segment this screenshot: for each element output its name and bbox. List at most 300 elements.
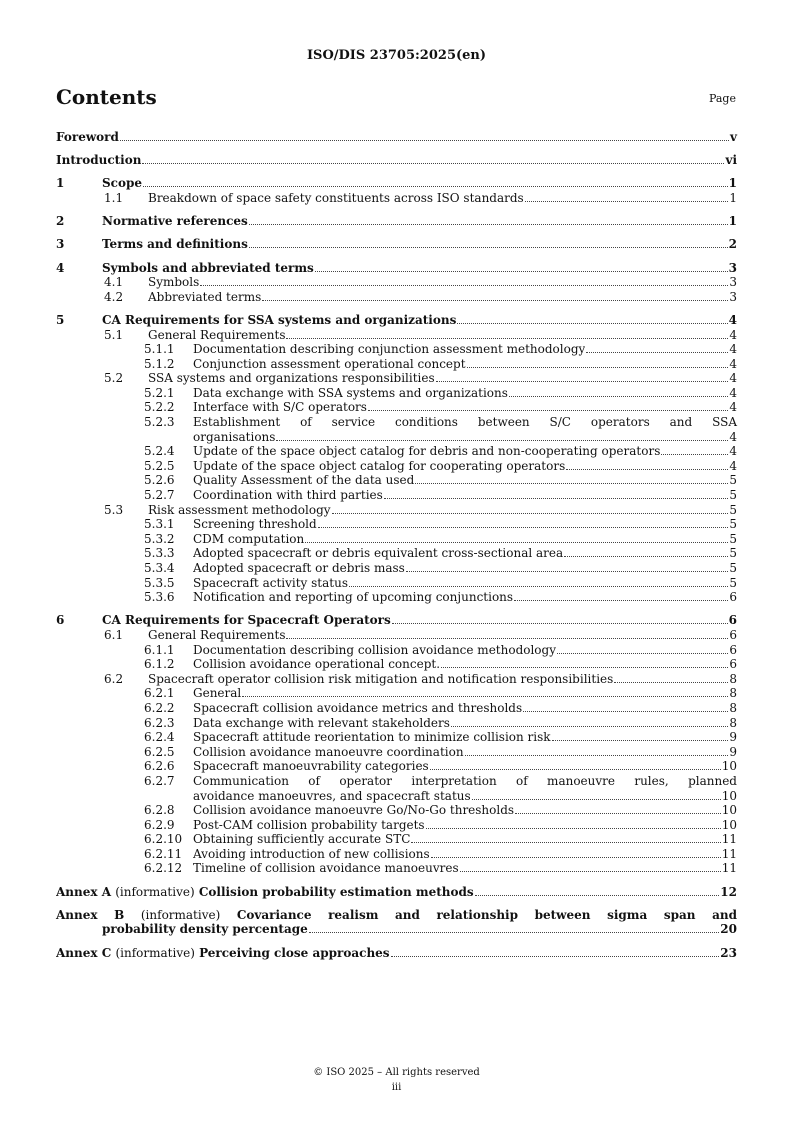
dot-leader: [426, 818, 721, 829]
dot-leader: [262, 290, 728, 301]
toc-entry-title-wrap: [193, 400, 367, 415]
dot-leader: [525, 191, 729, 202]
toc-entry-number: 5.2.4: [144, 444, 175, 459]
toc-entry[interactable]: [56, 561, 737, 576]
toc-entry-title: Conjunction assessment operational concept: [193, 356, 466, 371]
dot-leader: [557, 643, 728, 654]
toc-entry-title-wrap: [193, 730, 551, 745]
toc-page-number: 8: [729, 715, 737, 730]
toc-entry-title: Symbols: [148, 275, 200, 290]
toc-entry-line: [56, 701, 737, 716]
toc-entry[interactable]: [56, 532, 737, 547]
toc-entry-title: Quality Assessment of the data used: [193, 473, 415, 488]
toc-entry-title: Adopted spacecraft or debris equivalent cross-sectional area: [193, 546, 564, 561]
toc-entry[interactable]: [56, 473, 737, 488]
toc-entry-line: [56, 803, 737, 818]
toc-entry-title: Post-CAM collision probability targets: [193, 817, 425, 832]
dot-leader: [436, 371, 729, 382]
dot-leader: [286, 328, 728, 339]
toc-entry-number: 4.1: [104, 275, 124, 290]
toc-entry-title-continued: avoidance manoeuvres, and spacecraft status: [193, 788, 471, 803]
toc-page-number: 4: [729, 327, 737, 342]
toc-entry[interactable]: [56, 357, 737, 372]
toc-page-number: 1: [728, 176, 737, 191]
dot-leader: [472, 789, 721, 800]
toc-entry[interactable]: [56, 328, 737, 343]
toc-entry-title-continued: probability density percentage: [102, 922, 308, 937]
toc-entry[interactable]: [56, 313, 737, 328]
toc-page-number: 6: [729, 590, 737, 605]
toc-entry[interactable]: [56, 716, 737, 731]
toc-entry-number: 6.2.9: [144, 817, 175, 832]
toc-entry-line: [56, 237, 737, 252]
toc-entry-title: Perceiving close approaches: [199, 945, 390, 960]
toc-entry-number: 5: [56, 312, 65, 327]
toc-entry[interactable]: [56, 444, 737, 459]
toc-page-number: 10: [721, 788, 737, 803]
toc-entry-title: Collision avoidance operational concept.: [193, 657, 441, 672]
toc-entry-line: [56, 759, 737, 774]
toc-page-number: 20: [720, 922, 737, 937]
toc-entry-number: 6.2.2: [144, 700, 175, 715]
contents-title: Contents: [56, 85, 157, 109]
toc-entry-title: Terms and definitions: [102, 237, 248, 252]
toc-entry-number: 5.3.5: [144, 575, 175, 590]
dot-leader: [305, 532, 728, 543]
toc-page-number: 8: [729, 671, 737, 686]
toc-entry-line: [56, 313, 737, 328]
annex-note: (informative): [115, 884, 195, 899]
toc-entry-title-continued: organisations: [193, 429, 276, 444]
dot-leader: [460, 861, 721, 872]
toc-entry-title: Notification and reporting of upcoming conjunctions: [193, 590, 514, 605]
toc-page-number: 5: [729, 488, 737, 503]
dot-leader: [315, 261, 728, 272]
toc-entry-line: [56, 290, 737, 305]
toc-entry-line: [56, 561, 737, 576]
dot-leader: [242, 686, 728, 697]
toc-entry-title-wrap: [193, 576, 348, 591]
toc-entry-title-wrap: [102, 214, 248, 229]
toc-entry-title-wrap: [102, 313, 456, 328]
toc-entry[interactable]: [56, 371, 737, 386]
toc-entry-title: Adopted spacecraft or debris mass: [193, 561, 405, 575]
toc-entry-line: [56, 847, 737, 862]
dot-leader: [406, 561, 729, 572]
toc-page-number: 9: [729, 730, 737, 745]
dot-leader: [309, 922, 720, 933]
toc-entry-line: [56, 400, 737, 415]
toc-entry-line: [56, 459, 737, 474]
dot-leader: [509, 386, 728, 397]
toc-entry[interactable]: [56, 400, 737, 415]
toc-page-number: 4: [729, 444, 737, 459]
toc-page-number: 5: [729, 561, 737, 575]
toc-entry-line: [56, 657, 737, 672]
toc-entry-line: [56, 774, 737, 803]
table-of-contents: [56, 130, 737, 960]
dot-leader: [143, 176, 728, 187]
toc-entry-title-line: [56, 908, 737, 923]
toc-entry[interactable]: [56, 153, 737, 168]
toc-entry-title-wrap: [148, 328, 285, 343]
toc-entry-title: Spacecraft activity status: [193, 575, 348, 590]
dot-leader: [200, 275, 728, 286]
toc-entry-title: Collision probability estimation methods: [198, 884, 474, 899]
dot-leader: [431, 847, 721, 858]
toc-entry-title-wrap: [102, 237, 248, 252]
toc-entry-title: Normative references: [102, 214, 248, 229]
toc-entry-title-wrap: [148, 628, 285, 643]
toc-entry-title: Risk assessment methodology: [148, 502, 331, 517]
toc-page-number: 4: [729, 458, 737, 473]
toc-entry[interactable]: [56, 885, 737, 900]
dot-leader: [392, 613, 728, 624]
toc-entry[interactable]: [56, 730, 737, 745]
toc-page-number: 11: [721, 861, 737, 876]
toc-page-number: 11: [721, 846, 737, 861]
toc-entry-number: 6.2.5: [144, 744, 175, 759]
toc-page-number: 5: [729, 546, 737, 561]
toc-entry-line: [56, 885, 737, 900]
annex-note: (informative): [115, 945, 195, 960]
toc-entry-number: 4.2: [104, 289, 124, 304]
toc-entry-number: 6.2.6: [144, 759, 175, 774]
dot-leader: [384, 488, 729, 499]
toc-entry-title: Introduction: [56, 153, 142, 168]
toc-entry-title: Timeline of collision avoidance manoeuvres: [193, 861, 459, 876]
toc-page-number: 9: [729, 744, 737, 759]
toc-entry[interactable]: [56, 517, 737, 532]
toc-entry[interactable]: [56, 832, 737, 847]
toc-entry[interactable]: [56, 191, 737, 206]
dot-leader: [614, 672, 728, 683]
toc-entry-number: 5.2.6: [144, 473, 175, 488]
toc-entry-number: 5.3.3: [144, 546, 175, 561]
toc-entry[interactable]: [56, 261, 737, 276]
toc-entry-title: CA Requirements for Spacecraft Operators: [102, 613, 391, 628]
toc-page-number: 1: [729, 190, 737, 205]
toc-entry-title-wrap: [102, 261, 314, 276]
toc-entry-title-wrap: [193, 473, 414, 488]
toc-entry-line: [56, 546, 737, 561]
dot-leader: [286, 628, 728, 639]
toc-entry-number: 5.1: [104, 327, 124, 342]
toc-entry-title-wrap: [193, 686, 241, 701]
toc-entry-number: 5.2.7: [144, 488, 175, 503]
toc-entry-number: 6.1.1: [144, 642, 175, 657]
toc-entry-title-wrap: [193, 488, 383, 503]
dot-leader: [368, 400, 728, 411]
toc-entry[interactable]: [56, 643, 737, 658]
toc-entry-number: 5.1.1: [144, 342, 175, 357]
toc-entry-number: 5.2.3: [144, 415, 175, 430]
toc-entry-number: 6.1.2: [144, 657, 175, 672]
toc-entry-title: Establishment of service conditions between S/C operators and SSA: [193, 415, 737, 430]
toc-entry[interactable]: [56, 459, 737, 474]
toc-entry-line: [56, 176, 737, 191]
dot-leader: [441, 657, 728, 668]
toc-entry-line: [56, 686, 737, 701]
toc-entry[interactable]: [56, 415, 737, 444]
toc-page-number: 4: [728, 312, 737, 327]
toc-entry-title-wrap: [193, 459, 565, 474]
toc-entry-number: 3: [56, 237, 65, 252]
toc-page-number: v: [730, 130, 737, 144]
dot-leader: [661, 444, 728, 455]
toc-entry-number: 5.3.6: [144, 590, 175, 605]
dot-leader: [451, 716, 728, 727]
toc-entry-title: Avoiding introduction of new collisions: [193, 846, 430, 861]
dot-leader: [415, 473, 728, 484]
toc-entry[interactable]: [56, 861, 737, 876]
page-number: iii: [391, 1082, 402, 1093]
dot-leader: [142, 153, 724, 164]
toc-entry-title-line: [193, 774, 737, 789]
toc-entry-title-wrap: [193, 701, 522, 716]
dot-leader: [249, 214, 728, 225]
toc-entry-title-wrap: [193, 861, 459, 876]
toc-entry-line: [56, 517, 737, 532]
toc-entry-line: [56, 532, 737, 547]
toc-page-number: 3: [728, 260, 737, 275]
toc-entry-title-wrap: [193, 444, 660, 459]
toc-page-number: 12: [720, 884, 737, 899]
annex-label: Annex A: [56, 884, 112, 899]
toc-entry-title: Breakdown of space safety constituents across ISO standards: [148, 190, 524, 205]
toc-entry-number: 6.2.7: [144, 773, 175, 788]
dot-leader: [467, 357, 729, 368]
toc-entry[interactable]: [56, 657, 737, 672]
toc-entry-line: [56, 590, 737, 605]
toc-page-number: 4: [729, 400, 737, 415]
toc-entry-title: Spacecraft collision avoidance metrics and thresholds: [193, 700, 523, 715]
toc-entry-title: Collision avoidance manoeuvre coordination: [193, 744, 464, 759]
toc-entry-title-wrap: [193, 643, 556, 658]
toc-entry-title: Data exchange with SSA systems and organizations: [193, 385, 508, 400]
toc-entry-title-wrap: [193, 357, 466, 372]
toc-entry-line: [56, 261, 737, 276]
toc-entry-title-wrap: [193, 342, 585, 357]
toc-entry-title-line: [193, 415, 737, 430]
toc-entry-title-wrap: [193, 716, 450, 731]
toc-page-number: 3: [729, 289, 737, 304]
toc-entry[interactable]: [56, 759, 737, 774]
toc-entry-number: 6.2.3: [144, 715, 175, 730]
toc-entry[interactable]: [56, 847, 737, 862]
toc-entry[interactable]: [56, 290, 737, 305]
toc-entry-title-line: [193, 789, 737, 804]
toc-entry[interactable]: [56, 908, 737, 937]
toc-entry-number: 1: [56, 176, 65, 191]
toc-entry[interactable]: [56, 774, 737, 803]
toc-entry[interactable]: [56, 237, 737, 252]
toc-entry-number: 4: [56, 260, 65, 275]
toc-entry-title: Interface with S/C operators: [193, 400, 367, 415]
toc-entry[interactable]: [56, 613, 737, 628]
toc-entry-line: [56, 328, 737, 343]
toc-entry-number: 6.2.10: [144, 832, 183, 847]
toc-entry-number: 5.3.2: [144, 531, 175, 546]
toc-entry-title-wrap: [148, 371, 435, 386]
toc-entry[interactable]: [56, 386, 737, 401]
toc-entry-number: 6: [56, 613, 65, 628]
toc-page-number: 10: [721, 759, 737, 774]
toc-entry[interactable]: [56, 576, 737, 591]
toc-entry-title: Documentation describing collision avoidance methodology: [193, 642, 556, 657]
dot-leader: [430, 759, 721, 770]
toc-entry-line: [56, 473, 737, 488]
toc-entry[interactable]: [56, 686, 737, 701]
toc-page-number: 4: [729, 356, 737, 371]
toc-entry-title: General: [193, 686, 242, 701]
toc-entry-title: Symbols and abbreviated terms: [102, 260, 314, 275]
dot-leader: [411, 832, 720, 843]
toc-page-number: 1: [728, 214, 737, 229]
toc-page-number: 6: [728, 613, 737, 628]
toc-entry-title: Data exchange with relevant stakeholders: [193, 715, 450, 730]
dot-leader: [566, 459, 728, 470]
toc-entry-line: [56, 576, 737, 591]
toc-entry-number: 2: [56, 214, 65, 229]
toc-entry-title: Communication of operator interpretation of manoeuvre rules, planned: [193, 773, 737, 788]
toc-entry-number: 6.2.1: [144, 686, 175, 701]
toc-entry-number: 6.2: [104, 671, 124, 686]
dot-leader: [120, 130, 729, 141]
toc-entry[interactable]: [56, 672, 737, 687]
toc-entry-title-wrap: [102, 613, 391, 628]
toc-entry-line: [56, 643, 737, 658]
toc-entry-line: [56, 275, 737, 290]
toc-entry-line: [56, 503, 737, 518]
toc-entry-title: Screening threshold: [193, 517, 317, 532]
dot-leader: [457, 313, 727, 324]
toc-page-number: 2: [728, 237, 737, 252]
toc-entry-title: Update of the space object catalog for cooperating operators: [193, 458, 566, 473]
toc-entry-title-wrap: [193, 386, 508, 401]
toc-entry[interactable]: [56, 546, 737, 561]
annex-note: (informative): [140, 907, 221, 922]
toc-page-number: 8: [729, 686, 737, 701]
toc-page-number: 4: [729, 429, 737, 444]
toc-page-number: 6: [729, 627, 737, 642]
toc-entry-title: Spacecraft manoeuvrability categories: [193, 759, 429, 774]
toc-entry-title-block: [56, 908, 737, 937]
toc-page-number: 5: [729, 473, 737, 488]
toc-entry-title: General Requirements: [148, 627, 286, 642]
toc-entry[interactable]: [56, 946, 737, 961]
toc-entry[interactable]: [56, 130, 737, 145]
toc-entry-title: Spacecraft operator collision risk mitigation and notification responsibilities: [148, 671, 614, 686]
toc-entry-line: [56, 371, 737, 386]
toc-entry-number: 5.3.1: [144, 517, 175, 532]
toc-entry-line: [56, 386, 737, 401]
toc-entry[interactable]: [56, 214, 737, 229]
toc-entry-line: [56, 488, 737, 503]
toc-entry-line: [56, 357, 737, 372]
toc-page-number: 4: [729, 371, 737, 386]
toc-entry-line: [56, 716, 737, 731]
toc-entry-number: 6.1: [104, 627, 124, 642]
toc-entry-title-line: [193, 430, 737, 445]
document-header: ISO/DIS 23705:2025(en): [306, 48, 487, 63]
toc-entry[interactable]: [56, 176, 737, 191]
dot-leader: [349, 576, 728, 587]
toc-page-number: 4: [729, 342, 737, 357]
toc-page-number: 5: [729, 531, 737, 546]
toc-entry-line: [56, 946, 737, 961]
toc-entry[interactable]: [56, 342, 737, 357]
toc-entry-title: Documentation describing conjunction assessment methodology: [193, 342, 586, 357]
toc-entry-title-wrap: [193, 759, 429, 774]
dot-leader: [515, 803, 721, 814]
toc-entry-title: Scope: [102, 176, 143, 191]
toc-entry-line: [56, 613, 737, 628]
toc-entry[interactable]: [56, 628, 737, 643]
toc-entry-title: Covariance realism and relationship between sigma span and: [236, 907, 737, 922]
toc-entry[interactable]: [56, 803, 737, 818]
toc-entry-title-wrap: [193, 532, 304, 547]
toc-entry-title: Obtaining sufficiently accurate STC: [193, 832, 411, 847]
toc-entry-title-wrap: [193, 657, 440, 672]
toc-entry-title-wrap: [56, 885, 474, 900]
dot-leader: [332, 503, 729, 514]
dot-leader: [391, 946, 720, 957]
toc-entry-title-wrap: [148, 275, 199, 290]
toc-entry[interactable]: [56, 818, 737, 833]
toc-entry[interactable]: [56, 488, 737, 503]
toc-entry-title-wrap: [193, 803, 514, 818]
toc-entry-title-wrap: [148, 191, 524, 206]
dot-leader: [475, 885, 720, 896]
toc-entry-line: [56, 444, 737, 459]
toc-page-number: 4: [729, 385, 737, 400]
toc-entry-title-wrap: [193, 546, 563, 561]
toc-entry-line: [56, 818, 737, 833]
toc-page-number: 8: [729, 700, 737, 715]
toc-entry[interactable]: [56, 701, 737, 716]
toc-entry-line: [56, 832, 737, 847]
dot-leader: [523, 701, 728, 712]
toc-entry-title-wrap: [193, 561, 405, 576]
toc-entry-number: 5.3: [104, 502, 124, 517]
toc-entry[interactable]: [56, 745, 737, 760]
toc-entry-line: [56, 191, 737, 206]
toc-entry-line: [56, 214, 737, 229]
toc-entry-title-wrap: [193, 590, 513, 605]
toc-entry-title: General Requirements: [148, 327, 286, 342]
dot-leader: [564, 546, 728, 557]
toc-entry-title-block: [193, 415, 737, 444]
toc-page-number: 6: [729, 642, 737, 657]
toc-entry-line: [56, 745, 737, 760]
dot-leader: [249, 237, 728, 248]
dot-leader: [586, 342, 728, 353]
toc-entry-title-wrap: [148, 503, 331, 518]
toc-entry-line: [56, 153, 737, 168]
dot-leader: [465, 745, 729, 756]
toc-entry-title: Spacecraft attitude reorientation to minimize collision risk: [193, 730, 551, 745]
toc-entry-title-wrap: [193, 818, 425, 833]
toc-entry-title: SSA systems and organizations responsibilities: [148, 371, 435, 386]
page-column-label: Page: [708, 92, 736, 105]
toc-entry[interactable]: [56, 590, 737, 605]
toc-entry-number: 6.2.11: [144, 846, 183, 861]
toc-entry[interactable]: [56, 503, 737, 518]
annex-label: Annex B: [56, 907, 125, 922]
toc-entry-title: Collision avoidance manoeuvre Go/No-Go thresholds: [193, 803, 515, 818]
toc-entry[interactable]: [56, 275, 737, 290]
